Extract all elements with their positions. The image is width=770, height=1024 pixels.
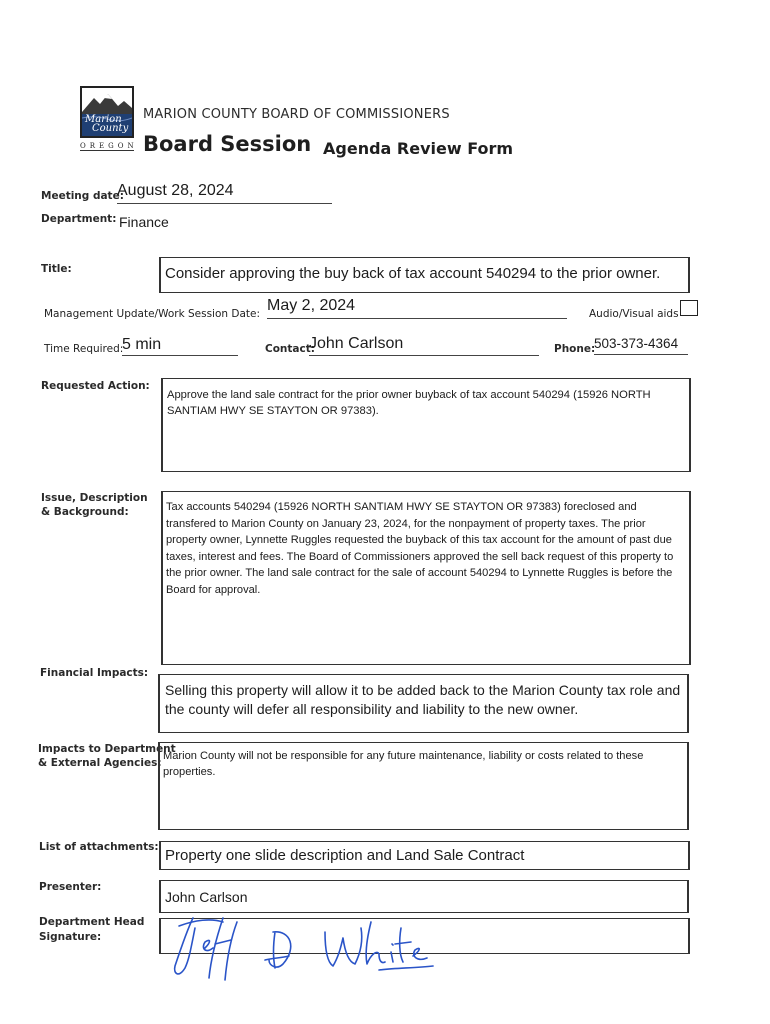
- time-required-label: Time Required:: [44, 343, 124, 355]
- av-aids-label: Audio/Visual aids: [589, 308, 679, 320]
- title-label: Title:: [41, 263, 72, 275]
- phone-label: Phone:: [554, 343, 596, 355]
- impacts-label: [38, 742, 176, 770]
- issue-label-line2: & Background:: [41, 506, 129, 518]
- marion-county-logo: [80, 86, 134, 138]
- issue-label: [41, 491, 148, 519]
- logo-state-text: OREGON: [80, 142, 138, 150]
- signature-label-line1: Department Head: [39, 916, 145, 928]
- issue-box: [161, 491, 691, 665]
- attachments-box: [159, 841, 690, 870]
- mgmt-date-label: Management Update/Work Session Date:: [44, 308, 261, 320]
- contact-label: Contact:: [265, 343, 315, 355]
- issue-value: Tax accounts 540294 (15926 NORTH SANTIAM HWY SE STAYTON OR 97383) foreclosed and transfered to Marion County on January 23, 2024, for the nonpayment of property taxes. The prior property owner, Lynnette Ruggles requested the buyback of this tax account for the amount of past due taxes, interest and fees. The Board of Commissioners approved the sell back request of this property to the prior owner. The land sale contract for the sale of account 540294 to Lynnette Ruggles is before the Board for approval.: [166, 501, 674, 596]
- av-aids-checkbox[interactable]: [680, 300, 698, 316]
- requested-action-value: Approve the land sale contract for the prior owner buyback of tax account 540294 (15926 NORTH SANTIAM HWY SE STAYTON OR 97383).: [167, 389, 651, 417]
- mgmt-date-value: May 2, 2024: [267, 297, 567, 319]
- phone-value: 503-373-4364: [594, 336, 688, 355]
- attachments-value: Property one slide description and Land Sale Contract: [165, 847, 525, 864]
- presenter-label: Presenter:: [39, 881, 102, 893]
- impacts-value: Marion County will not be responsible for any future maintenance, liability or costs related to these properties.: [163, 750, 644, 778]
- contact-value: John Carlson: [309, 335, 539, 356]
- form-title: Board Session: [143, 132, 312, 156]
- signature-label: [39, 915, 144, 945]
- attachments-label: List of attachments:: [39, 841, 159, 853]
- signature-image: [165, 908, 435, 988]
- organization-name: MARION COUNTY BOARD OF COMMISSIONERS: [143, 107, 450, 122]
- financial-impacts-label: Financial Impacts:: [40, 667, 149, 679]
- meeting-date-label: Meeting date:: [41, 190, 124, 202]
- financial-impacts-box: [158, 674, 689, 733]
- issue-label-line1: Issue, Description: [41, 492, 148, 504]
- logo-text-line2: County: [92, 123, 129, 134]
- impacts-label-line2: & External Agencies:: [38, 757, 162, 769]
- department-value: Finance: [119, 214, 169, 230]
- department-label: Department:: [41, 213, 117, 225]
- requested-action-box: [161, 378, 691, 472]
- title-value: Consider approving the buy back of tax account 540294 to the prior owner.: [165, 265, 661, 282]
- requested-action-label: Requested Action:: [41, 380, 150, 392]
- presenter-value: John Carlson: [165, 889, 248, 905]
- form-subtitle: Agenda Review Form: [323, 139, 514, 158]
- financial-impacts-value: Selling this property will allow it to be added back to the Marion County tax role and the county will defer all responsibility and liability to the new owner.: [165, 682, 681, 717]
- logo-underline: [80, 150, 134, 151]
- impacts-label-line1: Impacts to Department: [38, 743, 176, 755]
- time-required-value: 5 min: [122, 336, 238, 356]
- title-box: [159, 257, 690, 293]
- meeting-date-value: August 28, 2024: [117, 182, 332, 204]
- signature-label-line2: Signature:: [39, 931, 102, 943]
- logo-text-line1: Marion: [85, 114, 122, 125]
- impacts-box: [158, 742, 689, 830]
